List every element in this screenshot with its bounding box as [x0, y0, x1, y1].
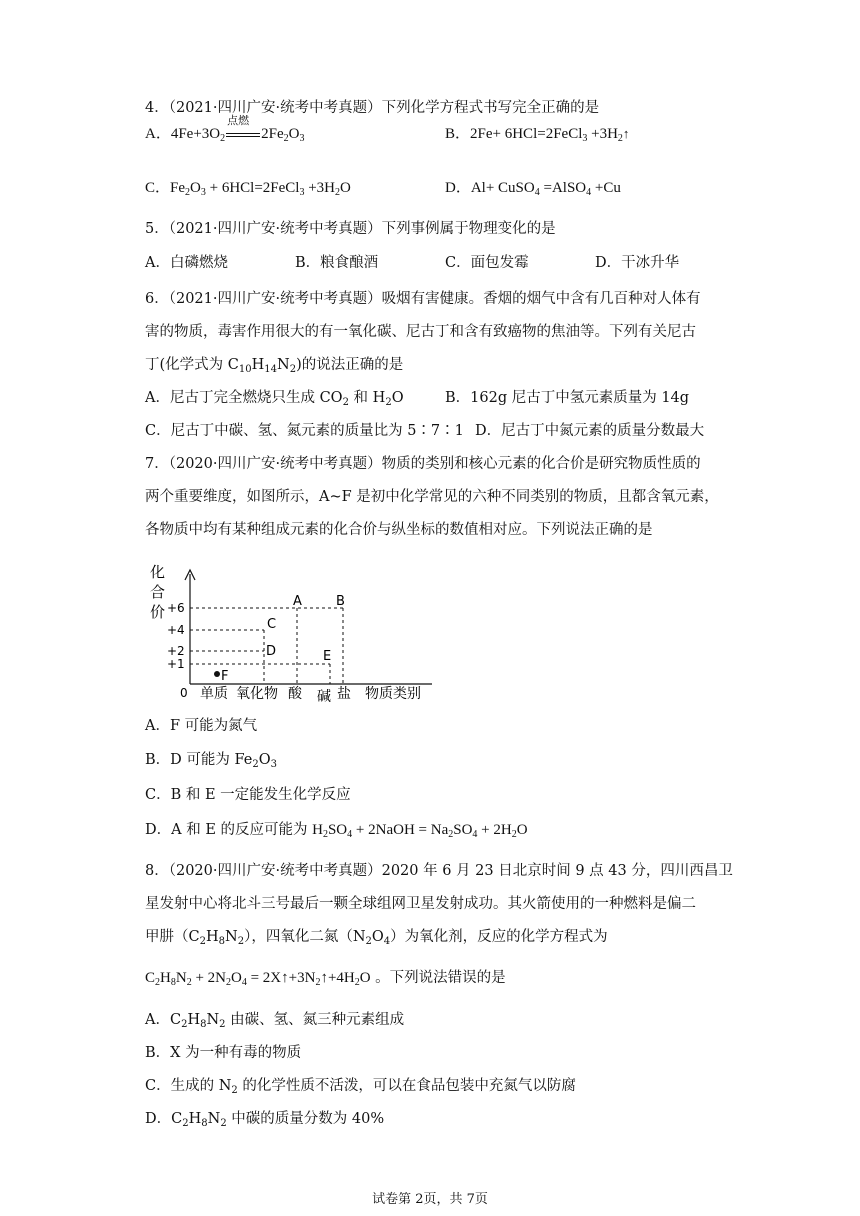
- q7-option-b: B．D 可能为 $Fe_2O_3$: [145, 752, 277, 770]
- y-tick-label: +4: [167, 623, 185, 637]
- q6-option-a: A．尼古丁完全燃烧只生成 $CO_2$ 和 $H_2O$: [145, 390, 404, 408]
- q6-option-b: B．162g 尼古丁中氢元素质量为 14g: [445, 390, 690, 406]
- x-label: 酸: [288, 686, 302, 702]
- q5-option-d: D．干冰升华: [595, 255, 680, 271]
- y-title-char-2: 合: [150, 583, 166, 601]
- q5-stem: 5．（2021·四川广安·统考中考真题）下列事例属于物理变化的是: [145, 221, 556, 237]
- origin-label: 0: [180, 686, 188, 700]
- q4-option-c: C．$Fe_2O_3$ + 6HCl=2FeCl$_3$ $+3H_2O$: [145, 180, 351, 198]
- q7-option-a: A．F 可能为氮气: [145, 718, 258, 734]
- q8-option-a: A．$C_2H_8N_2$ 由碳、氢、氮三种元素组成: [145, 1012, 405, 1030]
- q8-option-c: C．生成的 $N_2$ 的化学性质不活泼，可以在食品包装中充氮气以防腐: [145, 1078, 576, 1096]
- q7-line2: 两个重要维度，如图所示，A~F 是初中化学常见的六种不同类别的物质，且都含氧元素，: [145, 489, 719, 505]
- valence-category-figure: [140, 556, 440, 708]
- q8-line2: 星发射中心将北斗三号最后一颗全球组网卫星发射成功。其火箭使用的一种燃料是偏二: [145, 896, 696, 912]
- q7-line1: 7．（2020·四川广安·统考中考真题）物质的类别和核心元素的化合价是研究物质性质的: [145, 456, 701, 472]
- q6-line1: 6．（2021·四川广安·统考中考真题）吸烟有害健康。香烟的烟气中含有几百种对人体有: [145, 291, 701, 307]
- y-tick-label: +6: [167, 601, 185, 615]
- q8-option-d: D．$C_2H_8N_2$ 中碳的质量分数为 40%: [145, 1111, 385, 1129]
- q7-line3: 各物质中均有某种组成元素的化合价与纵坐标的数值相对应。下列说法正确的是: [145, 522, 653, 538]
- point-e-label: E: [323, 649, 332, 664]
- q6-line3: 丁(化学式为 $C_{10}H_{14}N_2$)的说法正确的是: [145, 357, 404, 375]
- point-a-label: A: [293, 594, 302, 609]
- x-label: 盐: [337, 686, 351, 702]
- q8-option-b: B．X 为一种有毒的物质: [145, 1045, 302, 1061]
- x-label: 碱: [317, 689, 331, 705]
- q8-line3: 甲肼$(C_2H_8N_2)$，四氧化二氮$(N_2O_4)$为氧化剂，反应的化学方程式为: [145, 929, 608, 947]
- x-label: 单质: [200, 686, 228, 702]
- q8-equation-line: $C_2H_8N_2 + 2N_2O_4$ = $2X↑+3N_2↑+4H_2O$ 。下列说法错误的是: [145, 970, 506, 988]
- q6-option-c: C．尼古丁中碳、氢、氮元素的质量比为 5∶7∶1: [145, 423, 464, 439]
- q7-option-c: C．B 和 E 一定能发生化学反应: [145, 787, 351, 803]
- y-title-char-3: 价: [150, 603, 166, 621]
- q4-option-a: A．$4Fe+3O_2$ 点燃 $2Fe_2O_3$: [145, 115, 305, 144]
- y-tick-label: +2: [167, 644, 185, 658]
- point-d-label: D: [266, 644, 277, 659]
- point-c-label: C: [267, 617, 277, 632]
- point-f-dot: [214, 671, 220, 677]
- y-title-char-1: 化: [150, 563, 166, 581]
- q4-option-d: D．Al+ CuSO$_4$ =AlSO$_4$ +Cu: [445, 180, 621, 198]
- q5-option-a: A．白磷燃烧: [145, 255, 228, 271]
- q7-option-d: D．A 和 E 的反应可能为 $H_2SO_4$ + 2NaOH = $Na_2SO_4 + 2H_2O$: [145, 822, 528, 840]
- x-label: 氧化物: [236, 686, 278, 702]
- q8-line1: 8．（2020·四川广安·统考中考真题）2020 年 6 月 23 日北京时间 9 点 43 分，四川西昌卫: [145, 863, 733, 879]
- q4-option-b: B．2Fe+ 6HCl=2FeCl$_3$ $+3H_2↑$: [445, 126, 630, 144]
- q6-line2: 害的物质，毒害作用很大的有一氧化碳、尼古丁和含有致癌物的焦油等。下列有关尼古: [145, 324, 696, 340]
- q5-option-c: C．面包发霉: [445, 255, 529, 271]
- page-footer: 试卷第 2页，共 7页: [372, 1192, 488, 1207]
- point-b-label: B: [336, 594, 345, 609]
- q5-option-b: B．粮食酿酒: [295, 255, 379, 271]
- q6-option-d: D．尼古丁中氮元素的质量分数最大: [475, 423, 705, 439]
- y-tick-label: +1: [167, 657, 185, 671]
- point-f-label: F: [221, 669, 229, 684]
- q4-stem: 4．（2021·四川广安·统考中考真题）下列化学方程式书写完全正确的是: [145, 100, 600, 116]
- x-axis-title: 物质类别: [365, 686, 421, 702]
